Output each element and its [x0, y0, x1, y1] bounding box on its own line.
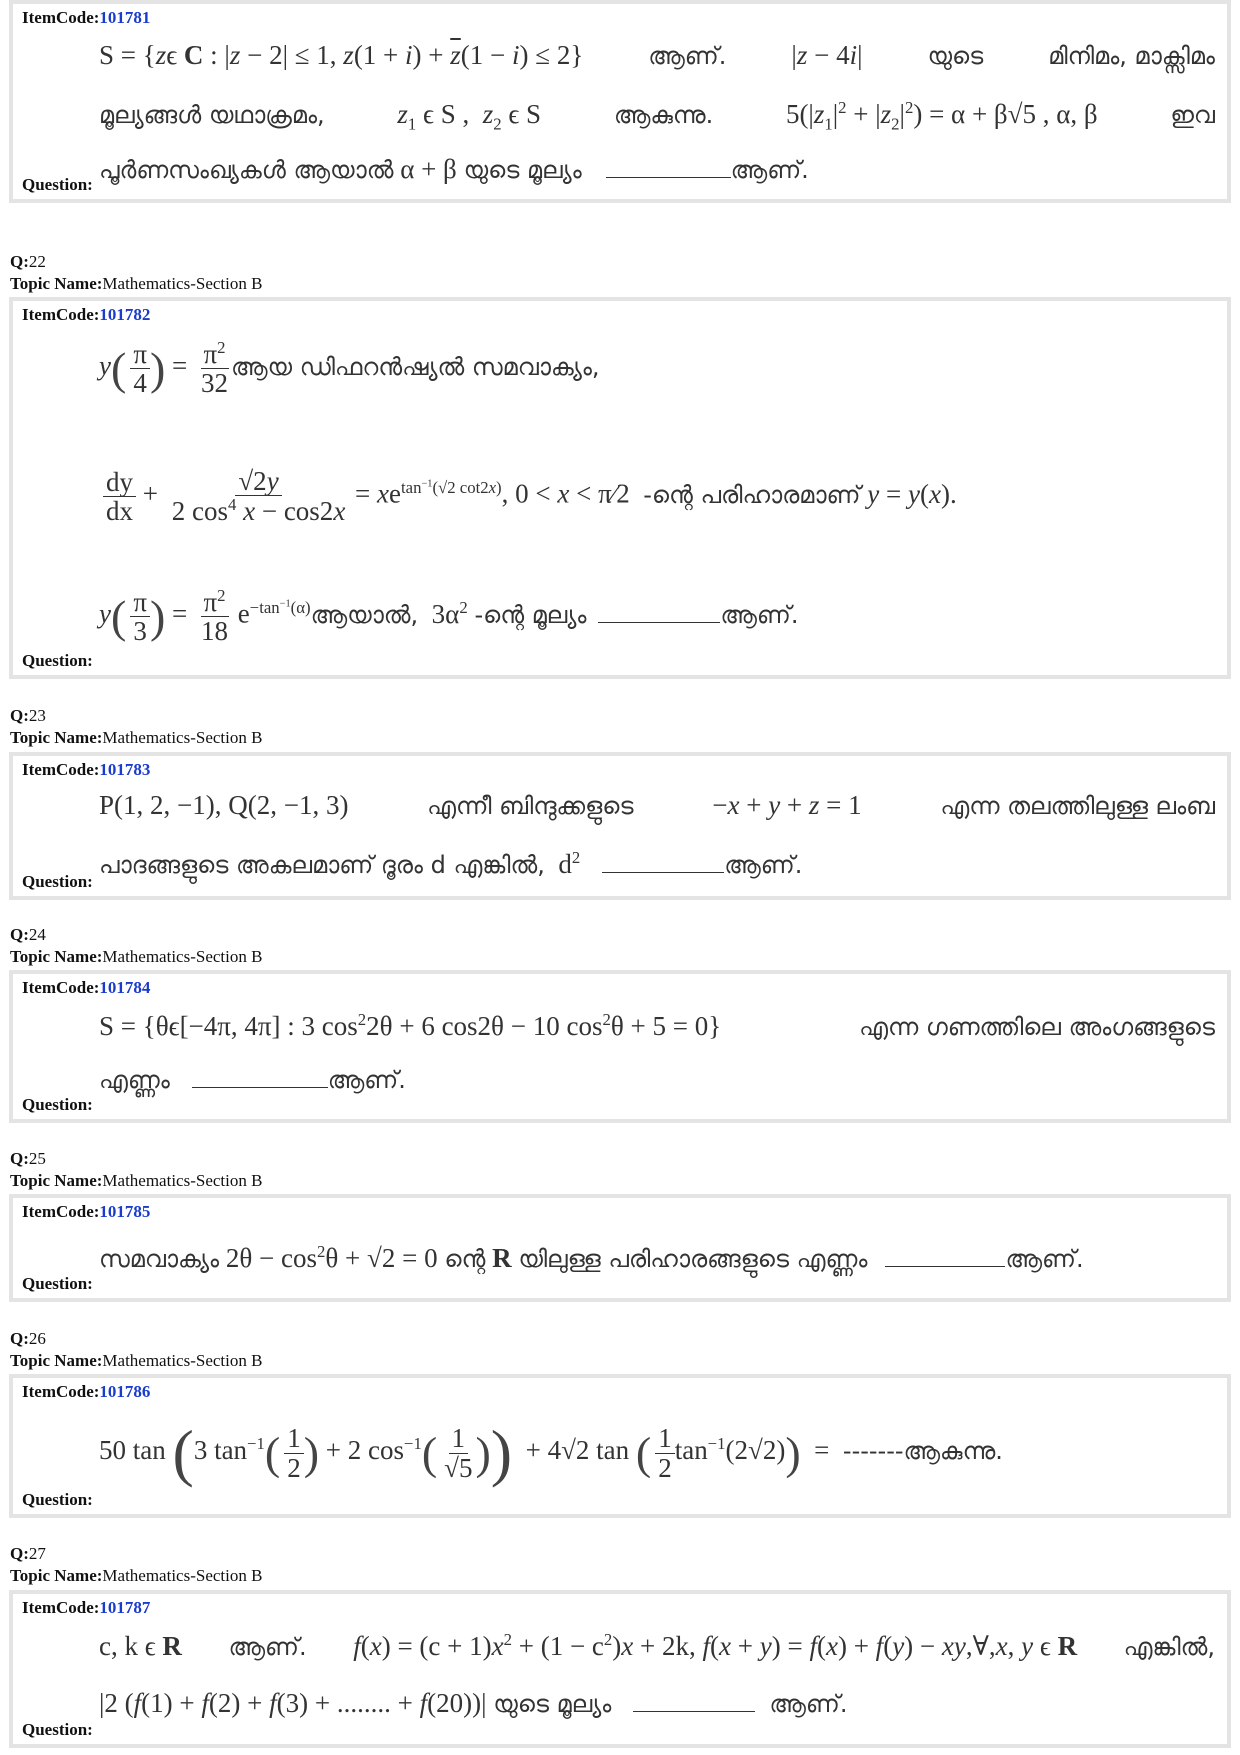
question-line: P(1, 2, −1), Q(2, −1, 3) എന്നീ ബിന്ദുക്കളുടെ −x + y + z = 1 എന്ന തലത്തിലുള്ള ലംബ — [99, 790, 1215, 820]
question-line: പാദങ്ങളുടെ അകലമാണ് ദൂരം d എങ്കിൽ, $d^2$ ആണ്. — [99, 848, 803, 879]
item-code: ItemCode:101785 — [22, 1202, 151, 1221]
question-line: പൂർണസംഖ്യകൾ ആയാൽ α + β യുടെ മൂല്യം ആണ്. — [99, 154, 809, 184]
question-label: Question: — [22, 175, 93, 194]
question-label: Question: — [22, 1095, 93, 1114]
question-card-101786 — [9, 1374, 1231, 1518]
question-label: Question: — [22, 1490, 93, 1509]
question-label: Question: — [22, 1274, 93, 1293]
item-code: ItemCode:101787 — [22, 1598, 151, 1617]
question-card-101782 — [9, 297, 1231, 679]
topic-name: Topic Name:Mathematics-Section B — [10, 728, 263, 747]
question-line: 50 tan (3 $\tan^{-1}$( $\frac{1}{2}$ ) + 2 $\cos^{-1}$( $\frac{1}{√5}$ )) + 4√2 tan ( $\frac{1}{2}$ $\tan^{-1}(2√2)$) = -------ആകുന്നു. — [99, 1417, 1003, 1488]
question-label: Question: — [22, 651, 93, 670]
question-line: S = {zϵ C : |z − 2| ≤ 1, $z(1 + i) + \overline{z}(1 - i) \le 2$} ആണ്. |z − 4i| യുടെ മിനിമം, മാക്സിമം — [99, 40, 1215, 70]
topic-name: Topic Name:Mathematics-Section B — [10, 1566, 263, 1585]
question-number: Q:27 — [10, 1544, 46, 1563]
question-card-101787 — [9, 1590, 1231, 1748]
answer-blank — [598, 621, 720, 623]
question-line: സമവാക്യം $2\theta - \cos^2\theta + √2 = 0$ ന്റെ R യിലുള്ള പരിഹാരങ്ങളുടെ എണ്ണം ആണ്. — [99, 1242, 1084, 1273]
topic-name: Topic Name:Mathematics-Section B — [10, 947, 263, 966]
answer-blank — [602, 871, 724, 873]
item-code: ItemCode:101786 — [22, 1382, 151, 1401]
question-label: Question: — [22, 1720, 93, 1739]
question-number: Q:23 — [10, 706, 46, 725]
question-number: Q:25 — [10, 1149, 46, 1168]
question-line: $\frac{dy}{dx}$ + $\frac{√2y}{2 \cos^4 x - \cos 2x}$ = $xe^{tan^{-1}(√2 cot2x)}$, 0 < x < π⁄2 -ന്റെ പരിഹാരമാണ് y = y(x). — [99, 467, 1215, 526]
topic-name: Topic Name:Mathematics-Section B — [10, 1171, 263, 1190]
question-number: Q:24 — [10, 925, 46, 944]
question-card-101781 — [9, 0, 1231, 203]
question-label: Question: — [22, 872, 93, 891]
item-code: ItemCode:101783 — [22, 760, 151, 779]
question-line: y( $\frac{\pi}{3}$ ) = $\frac{\pi^2}{18}$ $e^{-tan^{-1}(\alpha)}$ ആയാൽ, $3\alpha^2$ -ന്റെ മൂല്യം ആണ്. — [99, 586, 799, 647]
question-line: |2 (f(1) + f(2) + f(3) + ........ + f(20))| യുടെ മൂല്യം ആണ്. — [99, 1688, 848, 1718]
item-code: ItemCode:101781 — [22, 8, 151, 27]
answer-blank — [633, 1710, 755, 1712]
answer-blank — [192, 1086, 328, 1088]
item-code: ItemCode:101782 — [22, 305, 151, 324]
question-line: c, k ϵ R ആണ്. $f(x) = (c + 1)x^2 + (1 - c^2)x + 2k$, f(x + y) = f(x) + f(y) − xy,∀,x, y ϵ R എങ്കിൽ, — [99, 1630, 1215, 1661]
question-card-101783 — [9, 752, 1231, 900]
question-number: Q:22 — [10, 252, 46, 271]
answer-blank — [606, 176, 731, 178]
question-number: Q:26 — [10, 1329, 46, 1348]
question-card-101784 — [9, 970, 1231, 1123]
question-line: മൂല്യങ്ങൾ യഥാക്രമം, $z_1$ ϵ S , $z_2$ ϵ S ആകുന്നു. $5(|z_1|^2 + |z_2|^2) = \alpha + \beta√5$ , α, β ഇവ — [99, 98, 1215, 134]
question-line: എണ്ണം ആണ്. — [99, 1066, 406, 1094]
item-code: ItemCode:101784 — [22, 978, 151, 997]
question-line: y( $\frac{\pi}{4}$ ) = $\frac{\pi^2}{32}$ ആയ ഡിഫറൻഷ്യൽ സമവാക്യം, — [99, 338, 600, 399]
topic-name: Topic Name:Mathematics-Section B — [10, 274, 263, 293]
topic-name: Topic Name:Mathematics-Section B — [10, 1351, 263, 1370]
question-card-101785 — [9, 1194, 1231, 1302]
question-line: S = {θϵ[−4π, 4π] : 3 $\cos^22\theta + 6$ cos2θ − 10 $\cos^2\theta + 5 = 0$} എന്ന ഗണത്തിലെ അംഗങ്ങളുടെ — [99, 1010, 1215, 1041]
answer-blank — [885, 1265, 1005, 1267]
